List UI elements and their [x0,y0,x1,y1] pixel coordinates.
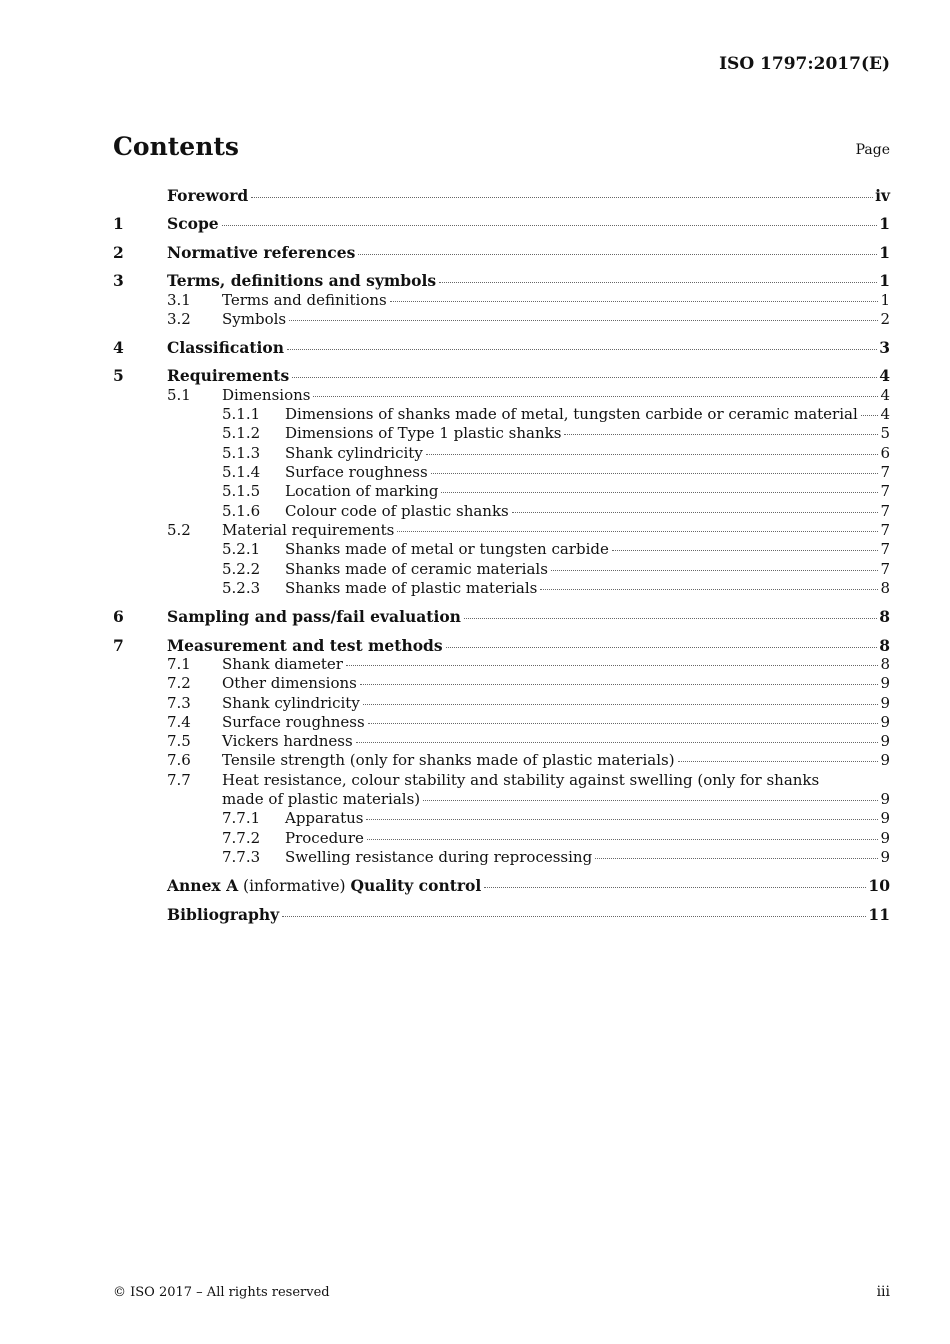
dot-leader [368,722,879,724]
toc-entry-title: Shanks made of plastic materials [285,579,538,597]
toc-entry-page: iv [875,186,890,205]
toc-entry[interactable] [113,482,890,502]
dot-leader [540,588,878,590]
toc-entry-number: 5 [113,366,124,385]
toc-entry[interactable] [113,751,890,771]
toc-entry-page: 8 [879,636,890,655]
dot-leader [512,511,879,513]
toc-entry-title: Terms and definitions [222,291,387,309]
toc-entry-page: 8 [880,579,890,597]
dot-leader [446,646,878,648]
toc-entry-page: 9 [880,713,890,731]
toc-entry[interactable] [113,579,890,599]
dot-leader [426,453,879,455]
page-column-label: Page [855,142,890,158]
toc-entry-number: 7.6 [167,751,191,769]
toc-entry-title [167,876,481,895]
toc-entry-page: 9 [880,829,890,847]
toc-entry-title: Location of marking [285,482,439,500]
toc-entry-title: Classification [167,338,285,357]
toc-entry[interactable] [113,405,890,425]
contents-title: Contents [113,132,240,161]
dot-leader [356,741,879,743]
toc-entry-number: 7.4 [167,713,191,731]
toc-entry-number: 3.2 [167,310,191,328]
dot-leader [464,617,877,619]
toc-entry-number: 7.2 [167,674,191,692]
toc-entry-number: 7 [113,636,124,655]
toc-entry-title: Shanks made of ceramic materials [285,560,548,578]
document-id: ISO 1797:2017(E) [719,54,890,74]
toc-entry-title: Vickers hardness [222,732,353,750]
toc-entry-page: 1 [879,243,890,262]
toc-entry-number: 7.7.3 [222,848,261,866]
toc-entry-title: Dimensions [222,386,311,404]
toc-entry-number: 5.1.5 [222,482,261,500]
toc-entry-title: Swelling resistance during reprocessing [285,848,593,866]
toc-entry-title: Shank cylindricity [285,444,423,462]
toc-entry[interactable] [113,655,890,675]
toc-entry[interactable] [113,214,890,234]
toc-entry-number: 5.1.3 [222,444,261,462]
annex-label: Annex A [167,876,239,895]
dot-leader [289,319,878,321]
toc-entry-page: 9 [880,732,890,750]
toc-entry-number: 5.1.6 [222,502,261,520]
dot-leader [287,348,877,350]
dot-leader [595,857,878,859]
toc-entry-title: Scope [167,214,219,233]
toc-entry[interactable] [113,809,890,829]
dot-leader [367,838,879,840]
toc-entry-page: 2 [880,310,890,328]
toc-entry-title: Symbols [222,310,287,328]
toc-entry-title: Dimensions of Type 1 plastic shanks [285,424,562,442]
toc-entry-title: Normative references [167,243,356,262]
toc-entry-title: Sampling and pass/fail evaluation [167,607,461,626]
toc-entry-number: 7.7.1 [222,809,261,827]
toc-entry-number: 5.1.4 [222,463,261,481]
toc-entry-title: Foreword [167,186,249,205]
toc-entry-number: 4 [113,338,124,357]
toc-entry-page: 11 [868,905,890,924]
table-of-contents [113,0,890,1000]
toc-entry-title: Terms, definitions and symbols [167,271,437,290]
toc-entry-title: Other dimensions [222,674,357,692]
toc-entry[interactable] [113,636,890,656]
toc-entry-page: 7 [880,560,890,578]
toc-entry[interactable] [113,848,890,868]
toc-entry-number: 5.2.3 [222,579,261,597]
toc-entry-page: 7 [880,482,890,500]
copyright-notice: © ISO 2017 – All rights reserved [113,1285,330,1300]
toc-entry[interactable] [113,338,890,358]
toc-entry[interactable] [113,540,890,560]
toc-entry-title: Shank cylindricity [222,694,360,712]
toc-entry-page: 10 [868,876,890,895]
toc-entry-number: 5.2.1 [222,540,261,558]
dot-leader [431,472,879,474]
dot-leader [397,530,878,532]
toc-entry[interactable] [113,829,890,849]
toc-entry-title: Colour code of plastic shanks [285,502,509,520]
toc-entry[interactable] [113,386,890,406]
toc-entry[interactable] [113,694,890,714]
toc-entry-page: 1 [879,271,890,290]
toc-entry-page: 4 [879,366,890,385]
dot-leader [390,300,879,302]
toc-entry[interactable] [113,310,890,330]
dot-leader [292,376,877,378]
toc-entry[interactable] [113,186,890,206]
toc-entry-page: 1 [880,291,890,309]
page-number: iii [876,1284,890,1300]
toc-entry-number: 5.1.2 [222,424,261,442]
dot-leader [313,395,878,397]
toc-entry[interactable] [113,271,890,291]
toc-entry-page: 9 [880,848,890,866]
toc-entry[interactable] [113,713,890,733]
toc-entry-title: Heat resistance, colour stability and stability against swelling (only for shanks [222,771,820,789]
toc-entry-title: Measurement and test methods [167,636,443,655]
toc-entry[interactable] [113,560,890,580]
toc-entry-number: 3.1 [167,291,191,309]
toc-entry-page: 9 [880,751,890,769]
toc-entry-number: 5.1 [167,386,191,404]
toc-entry-number: 2 [113,243,124,262]
dot-leader [678,760,879,762]
toc-entry-number: 7.1 [167,655,191,673]
toc-entry-page: 7 [880,502,890,520]
toc-entry-number: 1 [113,214,124,233]
toc-entry-number: 3 [113,271,124,290]
toc-entry[interactable] [113,463,890,483]
toc-entry-number: 7.3 [167,694,191,712]
dot-leader [564,433,878,435]
toc-entry[interactable] [113,243,890,263]
toc-entry-page: 9 [880,674,890,692]
toc-entry-page: 9 [880,694,890,712]
toc-entry-page: 7 [880,463,890,481]
toc-entry-page: 7 [880,521,890,539]
toc-entry-number: 7.7 [167,771,191,789]
toc-entry-page: 8 [879,607,890,626]
toc-entry[interactable] [113,366,890,386]
dot-leader [251,196,873,198]
toc-entry[interactable] [113,876,890,896]
toc-entry[interactable] [113,502,890,522]
toc-entry-page: 5 [880,424,890,442]
toc-entry[interactable] [113,732,890,752]
dot-leader [222,224,878,226]
toc-entry[interactable] [113,905,890,925]
toc-entry-number: 5.1.1 [222,405,261,423]
dot-leader [366,818,878,820]
dot-leader [363,703,879,705]
toc-entry-title: Surface roughness [285,463,428,481]
toc-entry-title: Bibliography [167,905,280,924]
annex-title: Quality control [350,876,482,895]
toc-entry-number: 6 [113,607,124,626]
dot-leader [551,569,879,571]
toc-entry[interactable] [113,674,890,694]
toc-entry-title: Shanks made of metal or tungsten carbide [285,540,609,558]
toc-entry-page: 3 [879,338,890,357]
toc-entry-page: 7 [880,540,890,558]
toc-entry-number: 7.5 [167,732,191,750]
toc-entry[interactable] [113,607,890,627]
toc-entry-page: 9 [880,809,890,827]
toc-entry-title-continuation: made of plastic materials) [222,790,421,808]
toc-entry[interactable] [113,771,890,791]
toc-entry-title: Shank diameter [222,655,343,673]
toc-entry-page: 1 [879,214,890,233]
toc-entry-title: Requirements [167,366,290,385]
toc-entry-number: 7.7.2 [222,829,261,847]
toc-entry-number: 5.2 [167,521,191,539]
toc-entry-page: 9 [880,790,890,808]
annex-type: (informative) [238,877,351,895]
toc-entry[interactable] [113,444,890,464]
dot-leader [423,799,878,801]
toc-entry-continuation[interactable] [113,790,890,810]
dot-leader [439,281,877,283]
dot-leader [441,491,878,493]
dot-leader [484,886,866,888]
toc-entry-title: Surface roughness [222,713,365,731]
toc-entry[interactable] [113,424,890,444]
dot-leader [360,683,879,685]
toc-entry-page: 4 [880,405,890,423]
toc-entry[interactable] [113,521,890,541]
toc-entry-title: Procedure [285,829,364,847]
dot-leader [346,664,879,666]
toc-entry-title: Tensile strength (only for shanks made of plastic materials) [222,751,675,769]
toc-entry-title: Dimensions of shanks made of metal, tungsten carbide or ceramic material [285,405,858,423]
dot-leader [282,915,866,917]
toc-entry-page: 8 [880,655,890,673]
toc-entry-title: Material requirements [222,521,395,539]
toc-entry-page: 4 [880,386,890,404]
toc-entry-page: 6 [880,444,890,462]
toc-entry[interactable] [113,291,890,311]
dot-leader [358,253,877,255]
dot-leader [861,414,879,416]
dot-leader [612,549,879,551]
toc-entry-number: 5.2.2 [222,560,261,578]
toc-entry-title: Apparatus [285,809,364,827]
